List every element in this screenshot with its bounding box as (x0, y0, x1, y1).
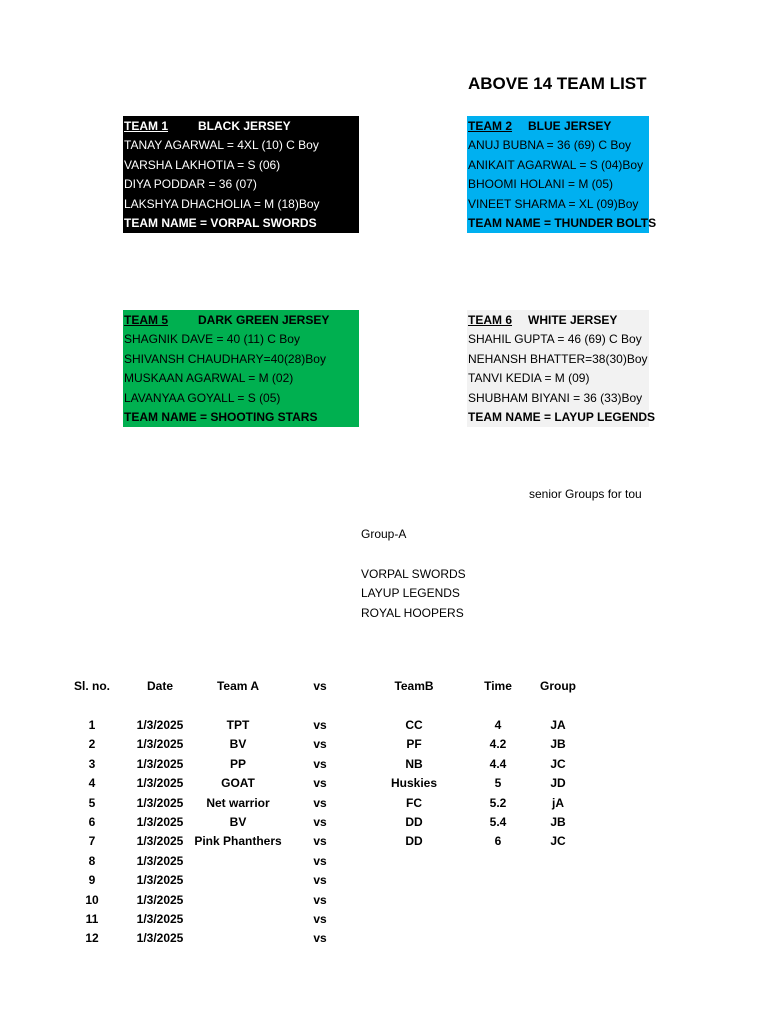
table-row (0, 834, 768, 853)
cell-time: 5.4 (489, 815, 507, 829)
group-team-list (361, 565, 466, 623)
team-name: TEAM NAME = VORPAL SWORDS (124, 216, 317, 231)
table-row (0, 718, 768, 737)
cell-vs: vs (313, 834, 327, 849)
cell-sl-no: 12 (85, 931, 99, 946)
team-jersey: DARK GREEN JERSEY (198, 313, 330, 327)
team-jersey: WHITE JERSEY (528, 313, 618, 327)
team-jersey: BLUE JERSEY (528, 119, 612, 133)
cell-date: 1/3/2025 (136, 737, 184, 752)
cell-team-a: Net warrior (206, 795, 270, 810)
player-row: SHAHIL GUPTA = 46 (69) C Boy (468, 332, 642, 347)
cell-sl-no: 5 (88, 795, 96, 810)
player-row: TANVI KEDIA = M (09) (468, 371, 590, 386)
player-row: SHUBHAM BIYANI = 36 (33)Boy (468, 390, 643, 405)
team-header (124, 117, 359, 136)
team-number: TEAM 5 (124, 313, 169, 327)
player-row: NEHANSH BHATTER=38(30)Boy (468, 351, 648, 366)
player-row: SHAGNIK DAVE = 40 (11) C Boy (124, 332, 300, 347)
cell-vs: vs (313, 795, 327, 810)
cell-group: jA (552, 795, 564, 810)
cell-team-b: DD (405, 815, 423, 829)
group-team: VORPAL SWORDS (361, 567, 466, 581)
cell-sl-no: 4 (88, 776, 96, 791)
player-row: MUSKAAN AGARWAL = M (02) (124, 371, 294, 386)
cell-date: 1/3/2025 (136, 795, 184, 810)
header-time: Time (484, 679, 512, 693)
table-row (0, 815, 768, 834)
table-row (0, 854, 768, 873)
cell-group: JB (550, 737, 566, 752)
senior-groups-note: senior Groups for tou (529, 487, 642, 501)
header-group: Group (540, 679, 576, 693)
cell-group: JB (550, 815, 566, 829)
header-date: Date (146, 679, 173, 693)
team-name: TEAM NAME = THUNDER BOLTS (468, 216, 657, 231)
table-row (0, 912, 768, 931)
group-team: ROYAL HOOPERS (361, 605, 464, 620)
player-row: SHIVANSH CHAUDHARY=40(28)Boy (124, 351, 326, 366)
cell-sl-no: 7 (88, 834, 96, 849)
cell-time: 4 (494, 718, 502, 732)
team-number: TEAM 2 (468, 119, 513, 133)
cell-sl-no: 9 (88, 873, 96, 888)
cell-team-b: Huskies (390, 776, 438, 791)
cell-time: 6 (494, 834, 502, 849)
cell-vs: vs (313, 737, 327, 752)
cell-date: 1/3/2025 (136, 873, 184, 888)
header-vs: vs (313, 679, 327, 693)
cell-sl-no: 3 (88, 756, 96, 771)
cell-sl-no: 8 (88, 853, 96, 868)
cell-date: 1/3/2025 (136, 815, 184, 829)
cell-date: 1/3/2025 (136, 776, 184, 791)
table-row (0, 873, 768, 892)
cell-date: 1/3/2025 (136, 892, 184, 907)
player-row: BHOOMI HOLANI = M (05) (468, 177, 614, 192)
cell-vs: vs (313, 892, 327, 907)
cell-group: JA (550, 718, 566, 732)
cell-team-b: FC (406, 795, 422, 810)
player-row: LAKSHYA DHACHOLIA = M (18)Boy (124, 196, 320, 211)
cell-vs: vs (313, 815, 327, 829)
cell-date: 1/3/2025 (136, 853, 184, 868)
cell-date: 1/3/2025 (136, 756, 184, 771)
cell-sl-no: 11 (85, 912, 99, 926)
cell-vs: vs (313, 756, 327, 771)
team-card-5 (123, 310, 359, 427)
table-row (0, 757, 768, 776)
cell-team-a: GOAT (221, 776, 255, 791)
player-row: TANAY AGARWAL = 4XL (10) C Boy (124, 138, 319, 153)
group-team: LAYUP LEGENDS (361, 586, 460, 601)
cell-team-a: TPT (226, 718, 250, 732)
cell-team-a: PP (229, 756, 246, 771)
player-row: ANIKAIT AGARWAL = S (04)Boy (468, 157, 644, 172)
cell-vs: vs (313, 718, 327, 732)
cell-time: 4.2 (489, 737, 507, 752)
cell-team-a: BV (229, 815, 247, 829)
table-row (0, 737, 768, 756)
cell-date: 1/3/2025 (136, 834, 184, 849)
team-header (468, 117, 649, 136)
page-title: ABOVE 14 TEAM LIST (468, 74, 647, 93)
header-sl-no: Sl. no. (74, 679, 110, 693)
cell-time: 5.2 (489, 795, 507, 810)
team-card-6 (467, 310, 656, 427)
team-name: TEAM NAME = LAYUP LEGENDS (468, 410, 656, 425)
team-number: TEAM 6 (468, 313, 513, 327)
cell-vs: vs (313, 931, 327, 946)
player-row: VINEET SHARMA = XL (09)Boy (468, 196, 639, 211)
player-row: VARSHA LAKHOTIA = S (06) (124, 157, 281, 172)
table-row (0, 796, 768, 815)
cell-sl-no: 6 (88, 815, 96, 829)
cell-team-a: BV (229, 737, 247, 752)
cell-date: 1/3/2025 (136, 931, 184, 946)
cell-sl-no: 1 (88, 718, 96, 732)
cell-team-b: NB (405, 756, 423, 771)
cell-date: 1/3/2025 (136, 718, 184, 732)
cell-team-b: PF (406, 737, 422, 752)
cell-team-a: Pink Phanthers (194, 834, 282, 849)
cell-sl-no: 10 (85, 892, 99, 907)
schedule-header-row (0, 679, 768, 698)
cell-sl-no: 2 (88, 737, 96, 752)
cell-group: JC (550, 756, 566, 771)
cell-time: 4.4 (489, 756, 507, 771)
team-number: TEAM 1 (124, 119, 169, 133)
cell-group: JC (550, 834, 566, 849)
table-row (0, 893, 768, 912)
table-row (0, 931, 768, 950)
team-header (124, 311, 359, 330)
team-card-2 (467, 116, 657, 233)
cell-vs: vs (313, 912, 327, 926)
team-name: TEAM NAME = SHOOTING STARS (124, 410, 318, 425)
header-team-b: TeamB (394, 679, 434, 693)
cell-time: 5 (494, 776, 502, 791)
cell-team-b: DD (405, 834, 423, 849)
cell-vs: vs (313, 873, 327, 888)
player-row: ANUJ BUBNA = 36 (69) C Boy (468, 138, 632, 153)
cell-date: 1/3/2025 (136, 912, 184, 926)
team-jersey: BLACK JERSEY (198, 119, 291, 133)
team-card-1 (123, 116, 359, 233)
cell-vs: vs (313, 853, 327, 868)
player-row: LAVANYAA GOYALL = S (05) (124, 390, 281, 405)
group-label: Group-A (361, 527, 407, 541)
player-row: DIYA PODDAR = 36 (07) (124, 177, 257, 192)
team-header (468, 311, 649, 330)
table-row (0, 776, 768, 795)
header-team-a: Team A (216, 679, 259, 693)
cell-vs: vs (313, 776, 327, 791)
cell-group: JD (550, 776, 566, 791)
cell-team-b: CC (405, 718, 423, 732)
